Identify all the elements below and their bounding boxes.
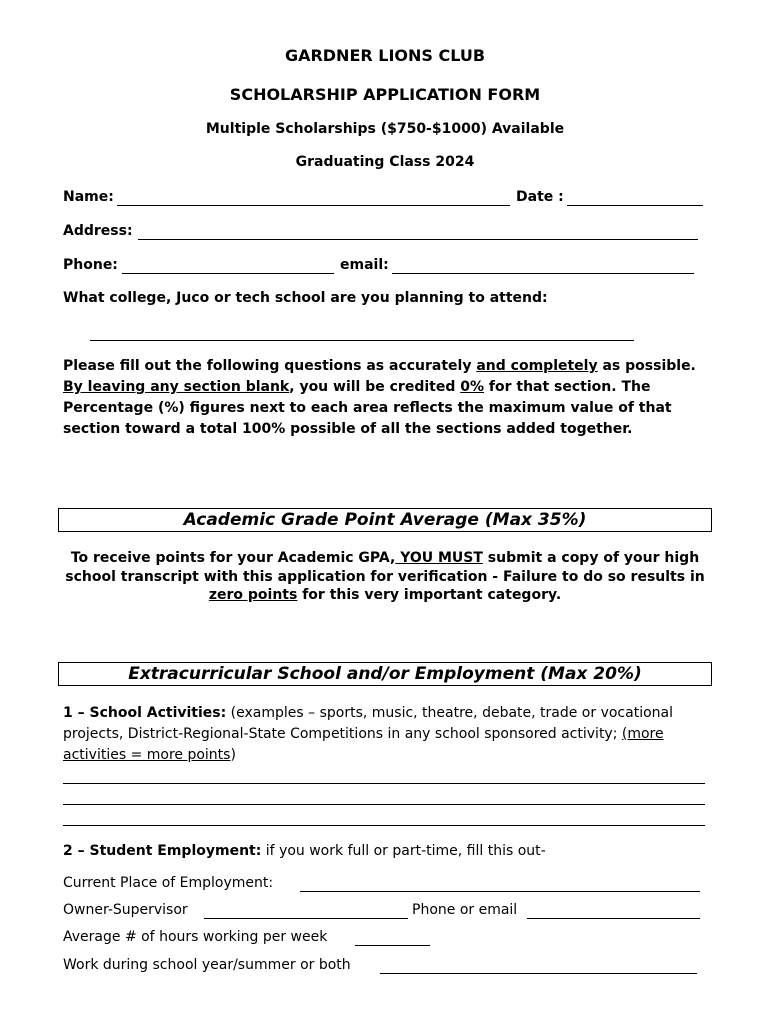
name-field[interactable] [117, 205, 510, 206]
instructions-text: as possible. [597, 358, 696, 374]
college-field[interactable] [90, 340, 634, 341]
phone-label: Phone: [63, 257, 118, 273]
activities-line-1[interactable] [63, 783, 705, 784]
gpa-note-text: To receive points for your Academic GPA, [70, 550, 396, 566]
email-label: email: [340, 257, 389, 273]
student-employment [63, 843, 546, 859]
gpa-note-text: submit a copy of your high school transcript with this application for verification - Failure to do so results in [65, 550, 705, 585]
date-field[interactable] [567, 205, 703, 206]
school-activities-label: 1 – School Activities: [63, 705, 227, 721]
student-employment-text: if you work full or part-time, fill this out- [261, 843, 546, 859]
graduating-class: Graduating Class 2024 [295, 154, 475, 170]
instructions-underline: By leaving any section blank [63, 379, 290, 395]
address-label: Address: [63, 223, 133, 239]
phone-or-email-field[interactable] [527, 918, 700, 919]
gpa-note [60, 549, 710, 605]
current-place-field[interactable] [300, 891, 700, 892]
form-title: SCHOLARSHIP APPLICATION FORM [229, 85, 541, 104]
org-title: GARDNER LIONS CLUB [284, 46, 486, 65]
gpa-note-underline: YOU MUST [395, 550, 483, 566]
phone-field[interactable] [122, 273, 334, 274]
hours-field[interactable] [355, 945, 430, 946]
gpa-note-text: for this very important category. [297, 587, 562, 603]
school-activities-text: (examples – sports, music, theatre, debate, trade or vocational projects, District-Regional-State Competitions in any school sponsored activity; [63, 705, 673, 742]
instructions-paragraph [63, 356, 713, 440]
school-activities [63, 703, 723, 766]
form-subtitle: Multiple Scholarships ($750-$1000) Available [205, 121, 565, 137]
current-place-label: Current Place of Employment: [63, 875, 274, 891]
hours-label: Average # of hours working per week [63, 929, 328, 945]
instructions-underline: 0% [460, 379, 485, 395]
school-year-summer-label: Work during school year/summer or both [63, 957, 351, 973]
activities-line-2[interactable] [63, 804, 705, 805]
instructions-underline: and completely [476, 358, 598, 374]
activities-line-3[interactable] [63, 825, 705, 826]
gpa-note-underline: zero points [208, 587, 298, 603]
college-question: What college, Juco or tech school are you planning to attend: [63, 290, 548, 306]
school-year-summer-field[interactable] [380, 973, 697, 974]
school-activities-underline: (more activities = more points [63, 726, 664, 763]
owner-supervisor-label: Owner-Supervisor [63, 902, 188, 918]
email-field[interactable] [392, 273, 694, 274]
instructions-text: for that section. The Percentage (%) figures next to each area reflects the maximum value of that section toward a total 100% possible of all the sections added together. [63, 379, 672, 437]
address-field[interactable] [138, 239, 698, 240]
owner-supervisor-field[interactable] [204, 918, 408, 919]
school-activities-end: ) [230, 747, 236, 763]
date-label: Date : [516, 189, 564, 205]
instructions-text: , you will be credited [289, 379, 461, 395]
student-employment-label: 2 – Student Employment: [63, 843, 262, 859]
phone-or-email-label: Phone or email [412, 902, 518, 918]
extracurricular-section-heading: Extracurricular School and/or Employment (Max 20%) [58, 662, 712, 686]
gpa-section-heading: Academic Grade Point Average (Max 35%) [58, 508, 712, 532]
instructions-text: Please fill out the following questions as accurately [63, 358, 477, 374]
name-label: Name: [63, 189, 114, 205]
